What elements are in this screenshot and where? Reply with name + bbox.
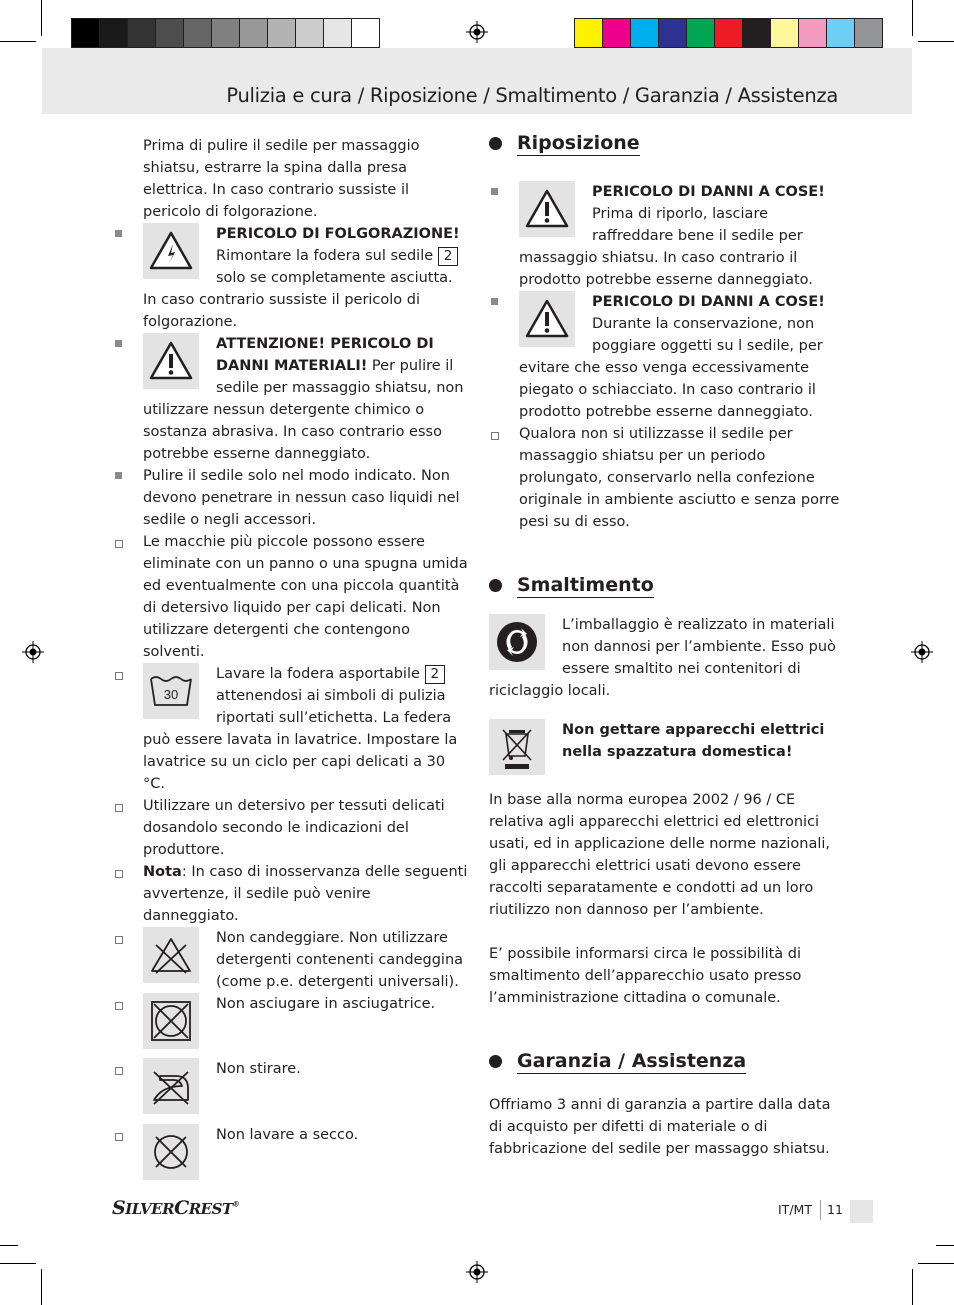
item-text: Non candeggiare. Non utilizzare detergenti contenenti candeggina (come p.e. detergenti universali). [216, 930, 464, 990]
disposal-paragraph: In base alla norma europea 2002 / 96 / CE relativa agli apparecchi elettrici ed elettronici usati, ed in applicazione delle norme nazionali, gli apparecchi elettrici usati devono essere raccolti separatamente e condotti ad un loro riutilizzo non dannoso per l’ambiente. [489, 792, 831, 918]
item-text: : In caso di inosservanza delle seguenti avvertenze, il sedile può venire danneggiato. [143, 864, 468, 924]
section-heading [489, 573, 841, 598]
registration-mark-icon [466, 21, 488, 43]
right-column [489, 131, 841, 1160]
square-bullet-icon [115, 340, 122, 347]
item-text: attenendosi ai simboli di pulizia riportati sull’etichetta. La federa può essere lavata in lavatrice. Impostare la lavatrice su un ciclo per capi delicati a 30 °C. [143, 688, 458, 792]
gray-swatch [296, 19, 324, 47]
list-item [113, 1124, 469, 1182]
list-item [113, 993, 469, 1058]
crop-mark [41, 1269, 42, 1305]
list-item [113, 927, 469, 993]
gray-swatch [184, 19, 212, 47]
list-item [113, 223, 469, 333]
gray-swatch [212, 19, 240, 47]
crop-mark [936, 1245, 954, 1246]
gray-swatch [240, 19, 268, 47]
crop-mark [0, 41, 36, 42]
warning-title: PERICOLO DI DANNI A COSE! [592, 294, 825, 310]
hollow-bullet-icon [115, 804, 123, 812]
item-text: Non asciugare in asciugatrice. [216, 996, 436, 1012]
caution-warning-icon [519, 291, 575, 347]
section-title: Smaltimento [517, 574, 654, 596]
section-title: Garanzia / Assistenza [517, 1050, 747, 1072]
list-item [113, 795, 469, 861]
list-item [113, 531, 469, 663]
gray-swatch [156, 19, 184, 47]
hollow-bullet-icon [491, 432, 499, 440]
no-iron-icon [143, 1058, 199, 1114]
item-text: Pulire il sedile solo nel modo indicato. Non devono penetrare in nessun caso liquidi nel sedile o negli accessori. [143, 468, 460, 528]
gray-calibration-bar [71, 18, 380, 48]
language-code: IT/MT [778, 1202, 812, 1217]
hollow-bullet-icon [115, 672, 123, 680]
hollow-bullet-icon [115, 1067, 123, 1075]
footer-tab [850, 1200, 873, 1223]
list-item [113, 1058, 469, 1124]
weee-bin-icon [489, 719, 545, 775]
no-bleach-icon [143, 927, 199, 983]
disposal-block [489, 719, 841, 777]
section-heading [489, 1049, 841, 1074]
no-tumble-dry-icon [143, 993, 199, 1049]
no-dry-clean-icon [143, 1124, 199, 1180]
section-bullet-icon [489, 137, 502, 150]
list-item [489, 423, 841, 533]
note-label: Nota [143, 864, 182, 880]
gray-swatch [72, 19, 100, 47]
square-bullet-icon [115, 472, 122, 479]
section-bullet-icon [489, 579, 502, 592]
crop-mark [0, 1245, 18, 1246]
caution-warning-icon [143, 333, 199, 389]
color-swatch [575, 19, 603, 47]
list-item [113, 663, 469, 795]
gray-swatch [324, 19, 352, 47]
color-swatch [827, 19, 855, 47]
intro-paragraph: Prima di pulire il sedile per massaggio shiatsu, estrarre la spina dalla presa elettrica. In caso contrario sussiste il pericolo di folgorazione. [143, 138, 420, 220]
hollow-bullet-icon [115, 936, 123, 944]
crop-mark [918, 1263, 954, 1264]
list-item [113, 861, 469, 927]
color-swatch [799, 19, 827, 47]
crop-mark [912, 0, 913, 36]
item-text: L’imballaggio è realizzato in materiali non dannosi per l’ambiente. Esso può essere smaltito nei contenitori di riciclaggio locali. [489, 617, 836, 699]
wash-30-icon [143, 663, 199, 719]
registration-mark-icon [466, 1261, 488, 1283]
warranty-paragraph: Offriamo 3 anni di garanzia a partire dalla data di acquisto per difetti di materiale o di fabbricazione del sedile per massaggo shiatsu. [489, 1097, 831, 1157]
disposal-paragraph: E’ possibile informarsi circa le possibilità di smaltimento dell’apparecchio usato presso l’amministrazione cittadina o comunale. [489, 946, 802, 1006]
list-item [113, 465, 469, 531]
square-bullet-icon [115, 230, 122, 237]
hollow-bullet-icon [115, 870, 123, 878]
square-bullet-icon [491, 298, 498, 305]
item-text: Lavare la fodera asportabile [216, 666, 425, 682]
page-number: 11 [827, 1202, 843, 1217]
section-heading [489, 131, 841, 156]
gray-swatch [100, 19, 128, 47]
item-text: Qualora non si utilizzasse il sedile per massaggio shiatsu per un periodo prolungato, conservarlo nella confezione originale in ambiente asciutto e senza porre pesi su di esso. [519, 426, 840, 530]
wash-temperature-label: 30 [163, 687, 179, 702]
left-column [113, 135, 469, 1182]
item-text: Utilizzare un detersivo per tessuti delicati dosandolo secondo le indicazioni del produttore. [143, 798, 445, 858]
warning-text: Durante la conservazione, non poggiare oggetti su l sedile, per evitare che esso venga eccessivamente piegato o schiacciato. In caso contrario il prodotto potrebbe esserne danneggiato. [519, 316, 823, 420]
color-swatch [771, 19, 799, 47]
color-swatch [603, 19, 631, 47]
color-swatch [743, 19, 771, 47]
color-swatch [855, 19, 882, 47]
registration-mark-icon [22, 641, 44, 663]
square-bullet-icon [491, 188, 498, 195]
warning-text: Rimontare la fodera sul sedile [216, 248, 438, 264]
page-header [42, 48, 912, 114]
color-calibration-bar [574, 18, 883, 48]
list-item [113, 333, 469, 465]
section-bullet-icon [489, 1055, 502, 1068]
electric-shock-warning-icon [143, 223, 199, 279]
part-number-badge: 2 [425, 665, 446, 684]
warning-text: Prima di riporlo, lasciare raffreddare bene il sedile per massaggio shiatsu. In caso contrario il prodotto potrebbe esserne danneggiato. [519, 206, 813, 288]
gray-swatch [128, 19, 156, 47]
page-title: Pulizia e cura / Riposizione / Smaltimento / Garanzia / Assistenza [226, 84, 838, 107]
warning-text: Per pulire il sedile per massaggio shiatsu, non utilizzare nessun detergente chimico o sostanza abrasiva. In caso contrario esso potrebbe esserne danneggiato. [143, 358, 464, 462]
hollow-bullet-icon [115, 540, 123, 548]
green-dot-recycling-icon [489, 614, 545, 670]
hollow-bullet-icon [115, 1133, 123, 1141]
color-swatch [715, 19, 743, 47]
crop-mark [0, 1263, 36, 1264]
item-text: Non stirare. [216, 1061, 301, 1077]
part-number-badge: 2 [438, 247, 459, 266]
color-swatch [659, 19, 687, 47]
warning-title: PERICOLO DI DANNI A COSE! [592, 184, 825, 200]
item-text: Le macchie più piccole possono essere eliminate con un panno o una spugna umida ed eventualmente con una piccola quantità di detersivo liquido per capi delicati. Non utilizzare detergenti che contengono solventi. [143, 534, 468, 660]
brand-logo: SILVERCREST® [112, 1197, 240, 1219]
color-swatch [631, 19, 659, 47]
list-item [489, 291, 841, 423]
gray-swatch [352, 19, 379, 47]
crop-mark [918, 41, 954, 42]
caution-warning-icon [519, 181, 575, 237]
warning-title: PERICOLO DI FOLGORAZIONE! [216, 226, 460, 242]
warning-title: ATTENZIONE! PERICOLO DI DANNI MATERIALI! [216, 336, 434, 374]
gray-swatch [268, 19, 296, 47]
crop-mark [41, 0, 42, 36]
disposal-block [489, 614, 841, 702]
crop-mark [912, 1269, 913, 1305]
item-text: Non lavare a secco. [216, 1127, 359, 1143]
list-item [489, 181, 841, 291]
registration-mark-icon [911, 641, 933, 663]
hollow-bullet-icon [115, 1002, 123, 1010]
color-swatch [687, 19, 715, 47]
warning-text: solo se completamente asciutta. In caso contrario sussiste il pericolo di folgorazione. [143, 270, 453, 330]
footer-divider [820, 1200, 821, 1220]
section-title: Riposizione [517, 132, 640, 154]
disposal-warning: Non gettare apparecchi elettrici nella spazzatura domestica! [562, 722, 825, 760]
